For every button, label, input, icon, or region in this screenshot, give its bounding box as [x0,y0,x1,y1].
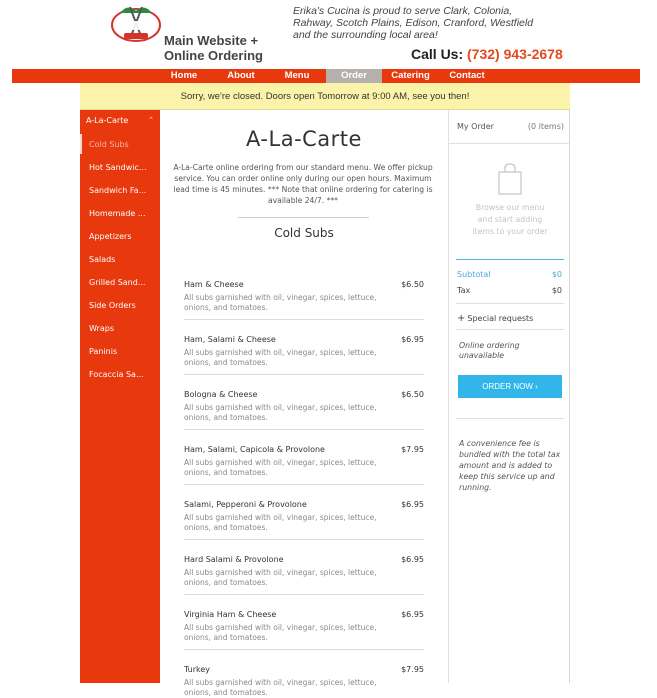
chevron-up-icon: ⌃ [148,116,154,124]
menu-item[interactable] [184,280,424,335]
menu-item-name: Ham, Salami, Capicola & Provolone [184,445,325,454]
subtotal-value: $0 [551,270,562,279]
menu-item-name: Salami, Pepperoni & Provolone [184,500,307,509]
category-sidebar [80,110,160,683]
menu-item-divider [184,374,424,375]
tax-label: Tax [457,286,471,295]
menu-item-description: All subs garnished with oil, vinegar, spices, lettuce, onions, and tomatoes. [184,348,377,367]
tagline: Erika's Cucina is proud to serve Clark, Colonia, Rahway, Scotch Plains, Edison, Cranford, Westfield and the surrounding local area! [293,5,534,41]
main-nav [12,69,640,83]
sidebar-item-grilled-sandwiches[interactable]: Grilled Sand... [89,278,146,287]
sidebar-active-indicator [80,134,82,154]
nav-catering[interactable]: Catering [391,70,430,81]
menu-item[interactable] [184,500,424,555]
menu-item-description: All subs garnished with oil, vinegar, spices, lettuce, onions, and tomatoes. [184,458,377,477]
special-requests-label: Special requests [467,314,534,323]
menu-item[interactable] [184,555,424,610]
sidebar-menu-header[interactable] [80,110,160,132]
menu-item-price: $6.95 [401,500,424,509]
cart-header [449,110,570,144]
menu-item-divider [184,319,424,320]
cart-divider [456,329,564,330]
call-us-label: Call Us: [411,46,464,62]
menu-item-price: $6.50 [401,390,424,399]
call-us [411,46,563,62]
ordering-unavailable-notice: Online ordering unavailable [459,341,520,360]
nav-menu[interactable]: Menu [284,70,310,81]
menu-item-price: $6.95 [401,335,424,344]
menu-item-name: Turkey [184,665,211,674]
menu-item-divider [184,484,424,485]
sidebar-item-sandwich-favorites[interactable]: Sandwich Fa... [89,186,147,195]
menu-item-divider [184,429,424,430]
sidebar-item-homemade[interactable]: Homemade ... [89,209,146,218]
sidebar-item-salads[interactable]: Salads [89,255,116,264]
title-divider [238,217,369,218]
cart-divider [456,303,564,304]
menu-item-name: Ham, Salami & Cheese [184,335,276,344]
menu-item-name: Hard Salami & Provolone [184,555,284,564]
menu-item-description: All subs garnished with oil, vinegar, spices, lettuce, onions, and tomatoes. [184,623,377,642]
order-now-button[interactable]: ORDER NOW › [458,375,562,398]
page-title: A-La-Carte [246,127,362,151]
menu-item-price: $6.50 [401,280,424,289]
menu-item-name: Virginia Ham & Cheese [184,610,277,619]
menu-item-price: $6.95 [401,555,424,564]
site-title[interactable] [164,33,263,63]
nav-contact[interactable]: Contact [449,70,485,81]
order-cart [448,110,569,683]
sidebar-item-side-orders[interactable]: Side Orders [89,301,136,310]
menu-item-description: All subs garnished with oil, vinegar, spices, lettuce, onions, and tomatoes. [184,678,377,697]
cart-item-count: (0 items) [527,122,564,131]
sidebar-item-paninis[interactable]: Paninis [89,347,118,356]
closed-banner: Sorry, we're closed. Doors open Tomorrow at 9:00 AM, see you then! [80,83,570,110]
site-title-line1: Main Website + [164,33,259,48]
menu-item[interactable] [184,610,424,665]
menu-item[interactable] [184,445,424,500]
menu-item-name: Bologna & Cheese [184,390,258,399]
menu-item-price: $7.95 [401,445,424,454]
tax-value: $0 [551,286,562,295]
menu-item-name: Ham & Cheese [184,280,244,289]
nav-order[interactable]: Order [326,69,382,83]
menu-item-price: $6.95 [401,610,424,619]
nav-home[interactable]: Home [170,70,198,81]
menu-item[interactable] [184,390,424,445]
subtotal-label: Subtotal [457,270,491,279]
menu-item-description: All subs garnished with oil, vinegar, spices, lettuce, onions, and tomatoes. [184,513,377,532]
menu-item-divider [184,594,424,595]
cart-empty-message: Browse our menu and start adding items to your order [472,203,548,236]
menu-item-description: All subs garnished with oil, vinegar, spices, lettuce, onions, and tomatoes. [184,293,377,312]
phone-number[interactable]: (732) 943-2678 [467,46,563,62]
sidebar-item-appetizers[interactable]: Appetizers [89,232,132,241]
special-requests-toggle[interactable] [457,313,533,324]
menu-item-price: $7.95 [401,665,424,674]
section-title: Cold Subs [274,226,334,240]
menu-description: A-La-Carte online ordering from our standard menu. We offer pickup service. You can order online only during our open hours. Maximum lead time is 45 minutes. *** Note that online ordering for catering is available 24/7. *** [173,163,433,205]
convenience-fee-note: A convenience fee is bundled with the total tax amount and is added to keep this service up and running. [459,439,561,492]
menu-item[interactable] [184,665,424,697]
nav-about[interactable]: About [227,70,255,81]
shopping-bag-icon [496,162,524,196]
sidebar-item-focaccia[interactable]: Focaccia Sa... [89,370,144,379]
logo[interactable] [108,3,164,45]
cart-title: My Order [457,122,494,131]
menu-item[interactable] [184,335,424,390]
menu-item-divider [184,649,424,650]
menu-item-description: All subs garnished with oil, vinegar, spices, lettuce, onions, and tomatoes. [184,403,377,422]
menu-item-divider [184,539,424,540]
logo-icon [108,3,164,45]
sidebar-item-hot-sandwiches[interactable]: Hot Sandwic... [89,163,147,172]
menu-item-description: All subs garnished with oil, vinegar, spices, lettuce, onions, and tomatoes. [184,568,377,587]
sidebar-item-cold-subs[interactable]: Cold Subs [89,140,129,149]
cart-divider [456,418,564,419]
sidebar-menu-title: A-La-Carte [86,116,129,125]
plus-icon: + [457,313,466,324]
cart-divider [456,259,564,260]
sidebar-item-wraps[interactable]: Wraps [89,324,114,333]
site-title-line2: Online Ordering [164,48,263,63]
